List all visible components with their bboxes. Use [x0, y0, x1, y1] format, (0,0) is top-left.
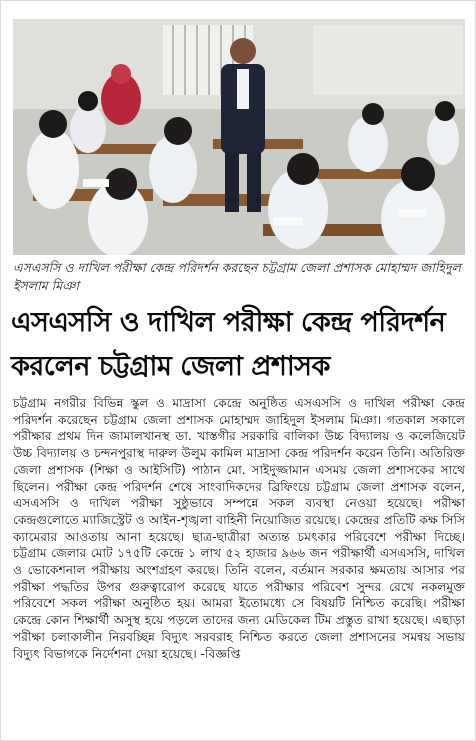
exam-hall-photo — [13, 19, 465, 255]
article-body: চট্টগ্রাম নগরীর বিভিন্ন স্কুল ও মাদ্রাসা কেন্দ্রে অনুষ্ঠিত এসএসসি ও দাখিল পরীক্ষা কেন্দ্র পরিদর্শন করেছেন চট্টগ্রাম জেলা প্রশাসক মোহাম্মদ জাহিদুল ইসলাম মিঞা। গতকাল সকালে পরীক্ষার প্রথম দিন জামালখানস্থ ডা. খাস্তগীর সরকারি বালিকা উচ্চ বিদ্যালয় ও কলেজিয়েট উচ্চ বিদ্যালয় ও চন্দনপুরাস্থ দারুল উলুম কামিল মাদ্রাসা কেন্দ্র পরিদর্শন করেন তিনি। অতিরিক্ত জেলা প্রশাসক (শিক্ষা ও আইসিটি) পাঠান মো. সাইদুজ্জামান এসময় জেলা প্রশাসকের সাথে ছিলেন। পরীক্ষা কেন্দ্র পরিদর্শন শেষে সাংবাদিকদের ব্রিফিংয়ে চট্টগ্রাম জেলা প্রশাসক বলেন, এসএসসি ও দাখিল পরীক্ষা সুষ্ঠুভাবে সম্পন্নে সকল ব্যবস্থা নেওয়া হয়েছে। পরীক্ষা কেন্দ্রগুলোতে ম্যাজিস্ট্রেট ও আইন-শৃঙ্খলা বাহিনী নিয়োজিত রয়েছে। কেন্দ্রের প্রতিটি কক্ষ সিসি ক্যামেরার আওতায় আনা হয়েছে। ছাত্র-ছাত্রীরা অত্যন্ত চমৎকার পরিবেশে পরীক্ষা দিচ্ছে। চট্টগ্রাম জেলার মোট ১৭৫টি কেন্দ্রে ১ লাখ ৫২ হাজার ৯৬৬ জন পরীক্ষার্থী এসএসসি, দাখিল ও ভোকেশনাল পরীক্ষায় অংশগ্রহণ করছে। তিনি বলেন, বর্তমান সরকার ক্ষমতায় আসার পর পরীক্ষা পদ্ধতির উপর গুরুত্বারোপ করেছে যাতে পরীক্ষার পরিবেশ সুন্দর রেখে নকলমুক্ত পরিবেশে সকল পরীক্ষা অনুষ্ঠিত হয়। আমরা ইতোমধ্যে সে বিষয়টি নিশ্চিত করেছি। পরীক্ষা কেন্দ্রে কোন শিক্ষার্থী অসুস্থ হয়ে পড়লে তাদের জন্য মেডিকেল টিম প্রস্তুত রাখা হয়েছে। এছাড়া পরীক্ষা চলাকালীন নিরবচ্ছিন্ন বিদ্যুৎ সরবরাহ নিশ্চিত করতে জেলা প্রশাসনের সমন্বয় সভায় বিদ্যুৎ বিভাগকে নির্দেশনা দেয়া হয়েছে। -বিজ্ঞপ্তি — [13, 396, 465, 661]
photo-caption: এসএসসি ও দাখিল পরীক্ষা কেন্দ্র পরিদর্শন করছেন চট্টগ্রাম জেলা প্রশাসক মোহাম্মদ জাহিদুল ইসলাম মিঞা — [13, 260, 461, 293]
photo-illustration — [13, 19, 465, 255]
headline: এসএসসি ও দাখিল পরীক্ষা কেন্দ্র পরিদর্শন করলেন চট্টগ্রাম জেলা প্রশাসক — [11, 307, 446, 382]
